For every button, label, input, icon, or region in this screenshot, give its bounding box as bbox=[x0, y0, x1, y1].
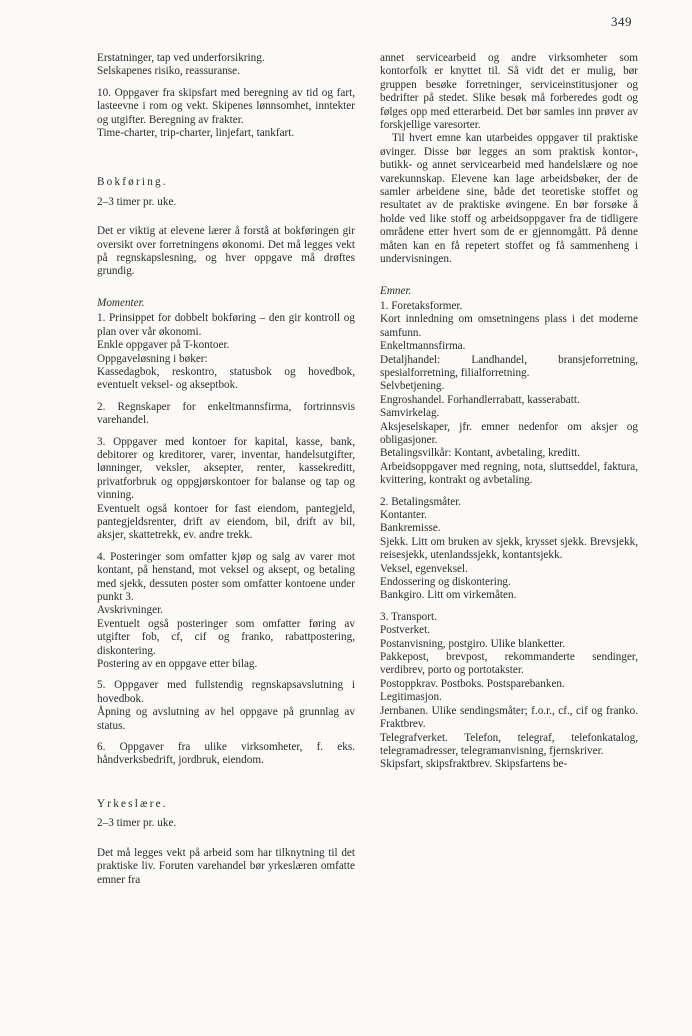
intro-line: Erstatninger, tap ved underforsikring. bbox=[97, 52, 265, 64]
emne-3-a: Postverket. bbox=[380, 624, 431, 637]
yrkeslaere-hours: 2–3 timer pr. uke. bbox=[97, 817, 177, 830]
right-column bbox=[380, 52, 638, 772]
item-10-b: Time-charter, trip-charter, linjefart, tankfart. bbox=[97, 127, 295, 140]
emne-1-c: Detaljhandel: Landhandel, bransjeforretning, spesialforretning, filialforretning. bbox=[380, 353, 638, 379]
moment-1-c: Oppgaveløsning i bøker: bbox=[97, 352, 208, 365]
moment-1-b: Enkle oppgaver på T-kontoer. bbox=[97, 339, 230, 352]
right-paragraph-1: annet servicearbeid og andre virksomheter som kontorfolk er knyttet til. Så vidt det er mulig, bør gruppen besøke forretninger, serviceinstitusjoner og bedrifter på stedet. Slike besøk må forberedes godt og følges opp med etterarbeid. Det bør samles inn prøver av forskjellige varesorter. bbox=[380, 52, 638, 132]
bokforing-hours: 2–3 timer pr. uke. bbox=[97, 195, 177, 208]
moment-4: 4. Posteringer som omfatter kjøp og salg av varer mot kontant, på henstand, mot veksel og aksept, og betaling med sjekk, dessuten poster som omfatter kontoene under punkt 3. bbox=[97, 550, 355, 603]
emne-3-b: Postanvisning, postgiro. Ulike blanketter. bbox=[380, 637, 566, 650]
emne-1-f: Samvirkelag. bbox=[380, 407, 440, 420]
emne-2-f: Bankgiro. Litt om virkemåten. bbox=[380, 589, 517, 602]
emne-1-g: Aksjeselskaper, jfr. emner nedenfor om aksjer og obligasjoner. bbox=[380, 420, 638, 446]
moment-1: 1. Prinsippet for dobbelt bokføring – den gir kontroll og plan over vår økonomi. bbox=[97, 312, 355, 338]
emne-3: 3. Transport. bbox=[380, 610, 437, 623]
intro-paragraph bbox=[97, 52, 355, 79]
moment-2: 2. Regnskaper for enkeltmannsfirma, fortrinnsvis varehandel. bbox=[97, 400, 355, 427]
emne-3-g: Telegrafverket. Telefon, telegraf, telefonkatalog, telegramadresser, telegramanvisning, fjernskriver. bbox=[380, 731, 638, 757]
right-paragraph-2: Til hvert emne kan utarbeides oppgaver til praktiske øvinger. Disse bør legges an som praktisk kontor-, butikk- og annet servicearbeid med handelslære og noe varekunnskap. Elevene kan lage arbeidsbøker, der de samler arbeidene sine, både det teoretiske stoffet og resultatet av de praktiske øvingene. En bør forsøke å holde ved like stoff og arbeidsoppgaver fra de tidligere områdene etter hvert som de er gjennomgått. På denne måten kan en få repetert stoffet og få sammenheng i undervisningen. bbox=[380, 132, 638, 266]
bokforing-heading: Bokføring. bbox=[97, 176, 168, 189]
emne-2-b: Bankremisse. bbox=[380, 522, 441, 535]
moment-5: 5. Oppgaver med fullstendig regnskapsavslutning i hovedbok. bbox=[97, 679, 355, 705]
emne-1-b: Enkeltmannsfirma. bbox=[380, 340, 466, 353]
emne-2: 2. Betalingsmåter. bbox=[380, 495, 462, 508]
emne-1-e: Engroshandel. Forhandlerrabatt, kasserabatt. bbox=[380, 393, 580, 406]
emne-3-d: Postoppkrav. Postboks. Postsparebanken. bbox=[380, 677, 565, 690]
emner-heading: Emner. bbox=[380, 284, 412, 297]
yrkeslaere-text: Det må legges vekt på arbeid som har tilknytning til det praktiske liv. Foruten varehandel bør yrkeslæren omfatte emner fra bbox=[97, 846, 355, 886]
emne-1: 1. Foretaksformer. bbox=[380, 299, 463, 312]
bokforing-text: Det er viktig at elevene lærer å forstå at bokføringen gir oversikt over forretningens økonomi. Det må legges vekt på regnskapslesning, og hver oppgave må drøftes grundig. bbox=[97, 225, 355, 278]
item-10: 10. Oppgaver fra skipsfart med beregning av tid og fart, lasteevne i rom og vekt. Skipenes lønnsomhet, inntekter og utgifter. Beregning av frakter. bbox=[97, 86, 355, 126]
emne-3-h: Skipsfart, skipsfraktbrev. Skipsfartens be- bbox=[380, 758, 568, 771]
moment-5-b: Åpning og avslutning av hel oppgave på grunnlag av status. bbox=[97, 706, 355, 732]
emne-1-a: Kort innledning om omsetningens plass i det moderne samfunn. bbox=[380, 313, 638, 339]
emne-3-f: Jernbanen. Ulike sendingsmåter; f.o.r., cf., cif og franko. Fraktbrev. bbox=[380, 704, 638, 731]
moment-3: 3. Oppgaver med kontoer for kapital, kasse, bank, debitorer og kreditorer, varer, inventar, handelsutgifter, lønninger, veksler, aksepter, renter, kassekreditt, privatforbruk og oppgjørskontoer for balanse og tap og vinning. bbox=[97, 435, 355, 502]
emne-3-c: Pakkepost, brevpost, rekommanderte sendinger, verdibrev, porto og portotakster. bbox=[380, 651, 638, 677]
emne-2-d: Veksel, egenveksel. bbox=[380, 562, 468, 575]
moment-1-d: Kassedagbok, reskontro, statusbok og hovedbok, eventuelt veksel- og akseptbok. bbox=[97, 365, 355, 392]
left-column bbox=[97, 52, 355, 895]
moment-4-b: Avskrivninger. bbox=[97, 604, 163, 617]
emne-3-e: Legitimasjon. bbox=[380, 691, 442, 704]
emne-1-i: Arbeidsoppgaver med regning, nota, sluttseddel, faktura, kvittering, kontrakt og avbetaling. bbox=[380, 460, 638, 487]
moment-3-b: Eventuelt også kontoer for fast eiendom, pantegjeld, pantegjeldsrenter, drift av eiendom, bil, drift av bil, aksjer, skattetrekk, ev. andre trekk. bbox=[97, 502, 355, 542]
emne-2-e: Endossering og diskontering. bbox=[380, 576, 511, 589]
momenter-heading: Momenter. bbox=[97, 296, 145, 309]
moment-4-d: Postering av en oppgave etter bilag. bbox=[97, 658, 258, 671]
emne-2-c: Sjekk. Litt om bruken av sjekk, krysset sjekk. Brevsjekk, reisesjekk, utenlandssjekk, kontantsjekk. bbox=[380, 535, 638, 562]
intro-line: Selskapenes risiko, reassuranse. bbox=[97, 65, 240, 78]
moment-4-c: Eventuelt også posteringer som omfatter føring av utgifter fob, cf, cif og franko, rabattpostering, diskontering. bbox=[97, 617, 355, 657]
page-number: 349 bbox=[611, 14, 632, 29]
moment-6: 6. Oppgaver fra ulike virksomheter, f. eks. håndverksbedrift, jordbruk, eiendom. bbox=[97, 741, 355, 767]
emne-1-h: Betalingsvilkår: Kontant, avbetaling, kreditt. bbox=[380, 447, 581, 460]
emne-2-a: Kontanter. bbox=[380, 509, 427, 521]
emne-1-d: Selvbetjening. bbox=[380, 380, 445, 393]
yrkeslaere-heading: Yrkeslære. bbox=[97, 797, 168, 810]
